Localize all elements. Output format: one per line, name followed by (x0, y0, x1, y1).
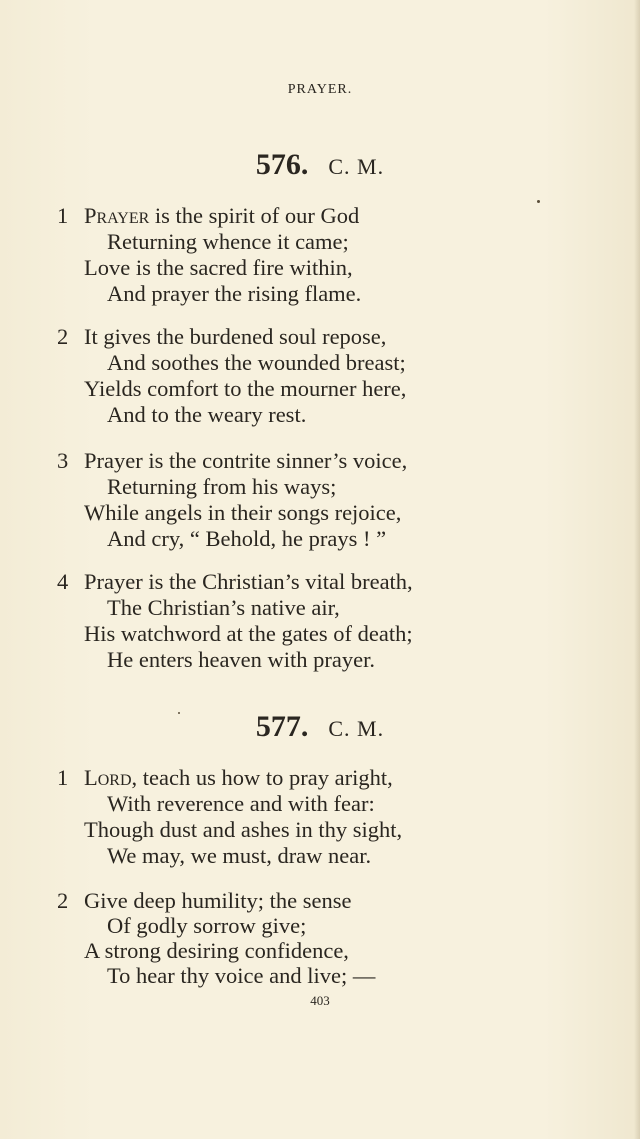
hymn-meter: C. M. (328, 154, 385, 179)
verse-line: Prayer is the Christian’s vital breath, (84, 569, 413, 594)
hymn-heading (0, 148, 640, 182)
running-head: PRAYER. (287, 82, 353, 97)
verse-line (84, 203, 359, 229)
verse-line: Love is the sacred fire within, (84, 255, 353, 280)
hymn-number: 576. (255, 148, 309, 181)
hymn-meter: C. M. (328, 716, 385, 741)
verse-line: While angels in their songs rejoice, (84, 500, 402, 525)
hymn-number: 577. (255, 710, 309, 743)
verse-number: 1 (57, 765, 69, 790)
verse-line-rest: , teach us how to pray aright, (131, 765, 393, 790)
verse-number: 2 (57, 888, 69, 913)
verse-line: Prayer is the contrite sinner’s voice, (84, 448, 408, 473)
verse-line: We may, we must, draw near. (107, 843, 372, 868)
verse-line: Returning whence it came; (107, 229, 349, 254)
verse-line: It gives the burdened soul repose, (84, 324, 387, 349)
verse-line: And to the weary rest. (107, 402, 307, 427)
verse-number: 2 (57, 324, 69, 349)
verse-line: Returning from his ways; (107, 474, 337, 499)
verse-line: The Christian’s native air, (107, 595, 340, 620)
verse-line: He enters heaven with prayer. (107, 647, 376, 672)
verse-line: And soothes the wounded breast; (107, 350, 406, 375)
verse-line: And prayer the rising flame. (107, 281, 362, 306)
verse-line-rest: is the spirit of our God (149, 203, 360, 228)
verse-line: And cry, “ Behold, he prays ! ” (107, 526, 387, 551)
verse-line: With reverence and with fear: (107, 791, 375, 816)
verse-number: 1 (57, 203, 69, 228)
verse-line: Yields comfort to the mourner here, (84, 376, 407, 401)
verse-number: 4 (57, 569, 69, 594)
hymn-heading (0, 710, 640, 744)
verse-line: Though dust and ashes in thy sight, (84, 817, 403, 842)
verse-line: A strong desiring confidence, (84, 938, 349, 963)
verse-first-word: Prayer (84, 203, 150, 228)
page-number: 403 (310, 993, 330, 1008)
verse-number: 3 (57, 448, 69, 473)
verse-first-word: Lord (84, 765, 132, 790)
ink-speck (537, 200, 540, 203)
verse-line: Give deep humility; the sense (84, 888, 352, 913)
verse-line: Of godly sorrow give; (107, 913, 307, 938)
verse-line: His watchword at the gates of death; (84, 621, 413, 646)
verse-line (84, 765, 393, 791)
verse-line: To hear thy voice and live; — (107, 963, 376, 988)
